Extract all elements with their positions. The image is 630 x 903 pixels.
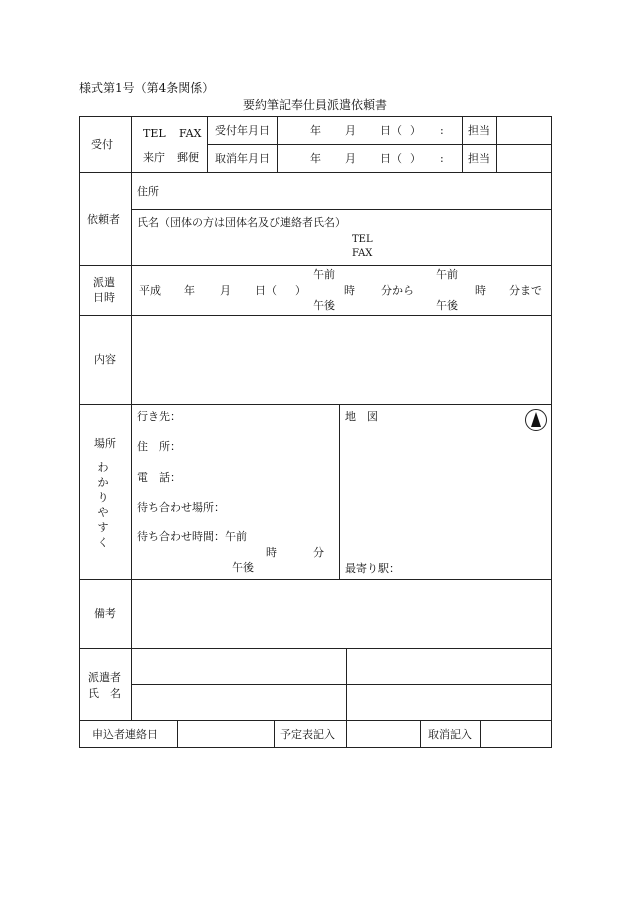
- cancelled-person-in-charge: 担当: [468, 152, 490, 165]
- destination-label: 行き先：: [137, 410, 181, 423]
- dispatch-from: 分から: [381, 284, 414, 297]
- dispatch-year: 年: [184, 284, 195, 297]
- dispatch-close-paren: ）: [295, 284, 306, 297]
- dispatch-hour-2: 時: [475, 284, 486, 297]
- name-label: 氏名（団体の方は団体名及び連絡者氏名）: [137, 216, 346, 229]
- vertical-note-1: わ: [97, 461, 109, 474]
- vertical-note-4: や: [97, 506, 109, 519]
- received-close-paren: ）: [410, 124, 421, 137]
- cancelled-year: 年: [310, 152, 321, 165]
- reception-tel: TEL: [143, 127, 166, 140]
- dispatch-era: 平成: [139, 284, 161, 297]
- dispatch-pm-2: 午後: [436, 299, 458, 312]
- meeting-pm: 午後: [232, 561, 254, 574]
- dispatch-pm-1: 午後: [313, 299, 335, 312]
- map-label: 地 図: [345, 410, 378, 423]
- vertical-note-2: か: [97, 476, 109, 489]
- page-title: 要約筆記奉仕員派遣依頼書: [243, 98, 388, 112]
- received-month: 月: [345, 124, 356, 137]
- dispatch-label-2: 日時: [93, 291, 115, 304]
- vertical-note-5: す: [97, 521, 109, 534]
- reception-mail: 郵便: [177, 151, 199, 164]
- meeting-time-label: 待ち合わせ時間：午前: [137, 530, 247, 543]
- reception-label: 受付: [91, 138, 113, 151]
- meeting-hour: 時: [266, 546, 277, 559]
- dispatch-day: 日（: [255, 284, 277, 297]
- dispatch-hour-1: 時: [344, 284, 355, 297]
- received-year: 年: [310, 124, 321, 137]
- place-address-label: 住 所：: [137, 440, 181, 453]
- cancelled-date-label: 取消年月日: [215, 152, 270, 165]
- dispatchee-label-2: 氏 名: [88, 687, 121, 700]
- cancelled-month: 月: [345, 152, 356, 165]
- contact-date-label: 申込者連絡日: [92, 728, 158, 741]
- received-person-in-charge: 担当: [468, 124, 490, 137]
- reception-visit: 来庁: [143, 151, 165, 164]
- dispatch-am-1: 午前: [313, 268, 335, 281]
- dispatch-month: 月: [220, 284, 231, 297]
- requester-tel: TEL: [352, 234, 373, 245]
- requester-label: 依頼者: [87, 213, 120, 226]
- requester-fax: FAX: [352, 248, 373, 259]
- vertical-note-6: く: [97, 536, 109, 549]
- schedule-entry-label: 予定表記入: [280, 728, 335, 741]
- cancel-entry-label: 取消記入: [428, 728, 472, 741]
- meeting-minute: 分: [313, 546, 324, 559]
- place-label: 場所: [94, 437, 116, 450]
- received-day: 日（: [380, 124, 402, 137]
- cancelled-colon: :: [440, 152, 444, 165]
- dispatch-label-1: 派遣: [93, 276, 115, 289]
- dispatchee-label-1: 派遣者: [88, 671, 121, 684]
- received-colon: :: [440, 124, 444, 137]
- cancelled-close-paren: ）: [410, 152, 421, 165]
- form-frame: [79, 116, 552, 748]
- north-arrow-icon: [525, 409, 547, 431]
- dispatch-am-2: 午前: [436, 268, 458, 281]
- meeting-place-label: 待ち合わせ場所：: [137, 501, 225, 514]
- cancelled-day: 日（: [380, 152, 402, 165]
- content-label: 内容: [94, 353, 116, 366]
- form-number: 様式第1号（第4条関係）: [79, 81, 215, 95]
- received-date-label: 受付年月日: [215, 124, 270, 137]
- address-label: 住所: [137, 185, 159, 198]
- remarks-label: 備考: [94, 607, 116, 620]
- reception-fax: FAX: [179, 127, 202, 140]
- dispatch-to: 分まで: [509, 284, 542, 297]
- nearest-station-label: 最寄り駅：: [345, 562, 400, 575]
- place-phone-label: 電 話：: [137, 471, 181, 484]
- vertical-note-3: り: [97, 491, 109, 504]
